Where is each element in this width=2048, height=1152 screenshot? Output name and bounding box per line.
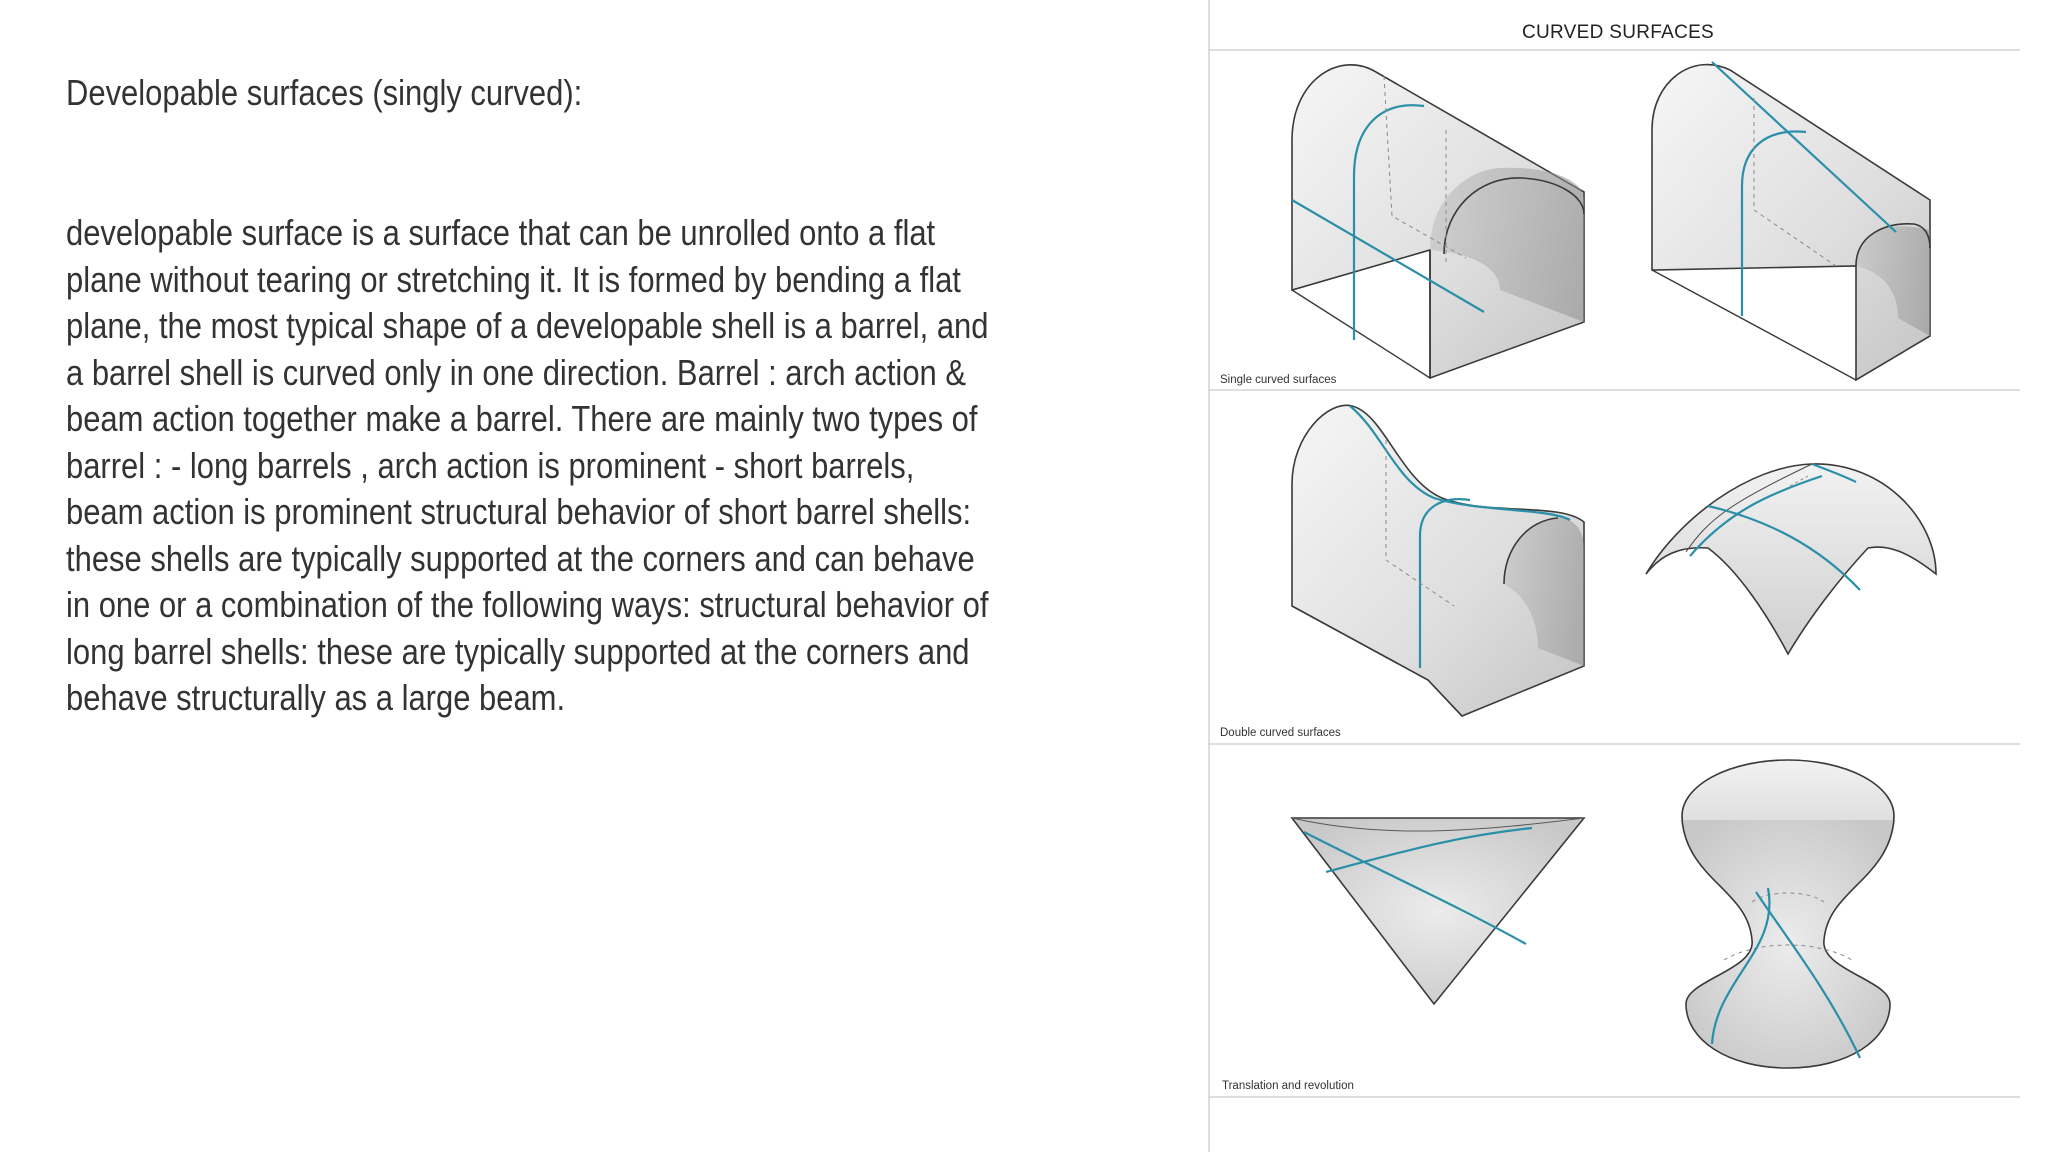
barrel-shell-a: [1292, 65, 1584, 378]
hypar-shell: [1292, 818, 1584, 1004]
body-line: beam action is prominent structural behavior of short barrel shells:: [66, 491, 972, 532]
surfaces-illustration: [1208, 0, 2048, 1152]
body-line: long barrel shells: these are typically supported at the corners and: [66, 630, 970, 672]
body-line: plane without tearing or stretching it. It is formed by bending a flat: [66, 258, 961, 300]
body-line: developable surface is a surface that can be unrolled onto a flat: [66, 212, 936, 253]
body-line: a barrel shell is curved only in one direction. Barrel : arch action &: [66, 351, 967, 393]
hyperboloid-shell: [1682, 760, 1894, 1068]
slide-body-text: [66, 210, 1064, 722]
caption-single-curved: Single curved surfaces: [1220, 374, 1337, 386]
barrel-shell-b: [1652, 62, 1930, 380]
body-line: in one or a combination of the following ways: structural behavior of: [66, 584, 989, 625]
body-line: plane, the most typical shape of a developable shell is a barrel, and: [66, 305, 989, 346]
dome-shell: [1646, 464, 1936, 654]
figure-title: CURVED SURFACES: [1521, 22, 1715, 43]
saddle-shell: [1292, 405, 1584, 716]
caption-translation-revolution: Translation and revolution: [1222, 1080, 1354, 1092]
slide-heading: Developable surfaces (singly curved):: [66, 72, 583, 113]
body-line: these shells are typically supported at the corners and can behave: [66, 537, 975, 579]
body-line: beam action together make a barrel. There are mainly two types of: [66, 398, 978, 439]
curved-surfaces-figure: [1208, 0, 2048, 1152]
body-line: barrel : - long barrels , arch action is prominent - short barrels,: [66, 444, 915, 486]
caption-double-curved: Double curved surfaces: [1220, 727, 1341, 739]
body-line: behave structurally as a large beam.: [66, 677, 566, 718]
